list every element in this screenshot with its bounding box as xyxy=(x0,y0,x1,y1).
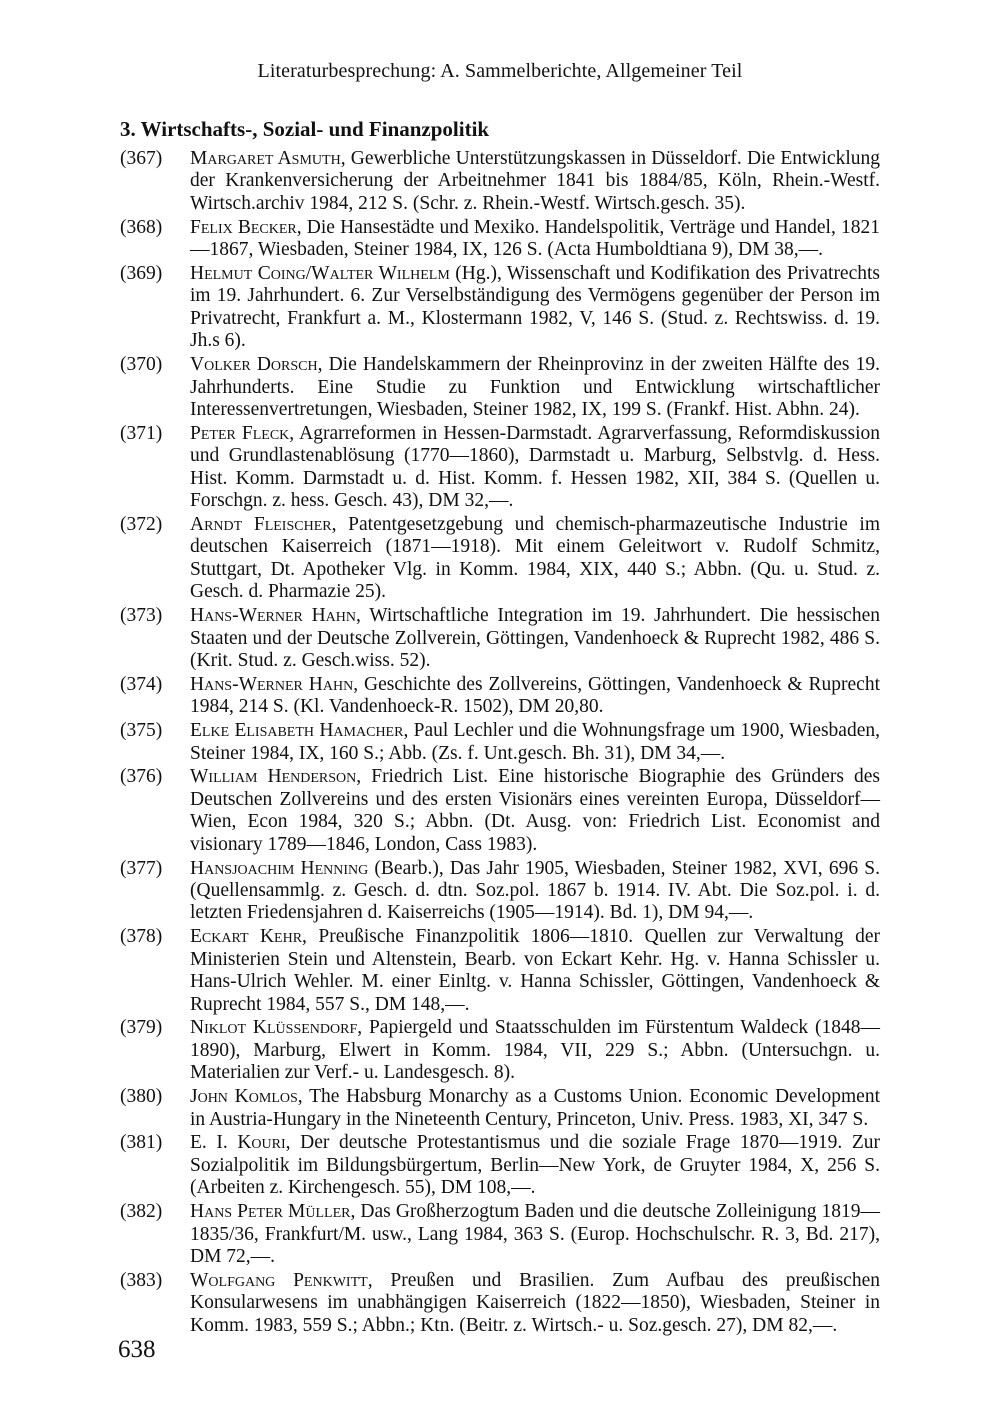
entry-author: Peter Fleck xyxy=(190,422,290,444)
entry-text: , Geschichte des Zollvereins, Göttingen, Vandenhoeck & Ruprecht 1984, 214 S. (Kl. Vandenhoeck-R. 1502), DM 20,80. xyxy=(190,673,880,718)
entry-number: (374) xyxy=(120,673,163,695)
page-number: 638 xyxy=(118,1336,156,1363)
entry-number: (371) xyxy=(120,422,163,444)
bibliography-entry xyxy=(120,1201,880,1268)
entry-author: Helmut Coing/Walter Wilhelm xyxy=(190,263,450,285)
bibliography-entry xyxy=(120,926,880,1016)
bibliography-entry xyxy=(120,674,880,719)
entry-text: , Paul Lechler und die Wohnungsfrage um 1900, Wiesbaden, Steiner 1984, IX, 160 S.; Abb. (Zs. f. Unt.gesch. Bh. 31), DM 34,—. xyxy=(190,720,880,764)
entry-text: , Gewerbliche Unterstützungskassen in Düsseldorf. Die Entwicklung der Krankenversicherung der Arbeitnehmer 1841 bis 1884/85, Köln, Rhein.-Westf. Wirtsch.archiv 1984, 212 S. (Schr. z. Rhein.-Westf. Wirtsch.gesch. 35). xyxy=(190,148,880,214)
entry-text: , Agrarreformen in Hessen-Darmstadt. Agrarverfassung, Reformdiskussion und Grundlastenablösung (1770—1860), Darmstadt u. Marburg, Selbstvlg. d. Hess. Hist. Komm. Darmstadt u. d. Hist. Komm. f. Hessen 1982, XII, 384 S. (Quellen u. Forschgn. z. hess. Gesch. 43), DM 32,—. xyxy=(190,422,880,512)
bibliography-entry xyxy=(120,605,880,672)
entry-number: (368) xyxy=(120,216,163,238)
bibliography-entry xyxy=(120,263,880,353)
entry-number: (377) xyxy=(120,857,163,879)
entry-author: Margaret Asmuth xyxy=(190,148,341,169)
entry-author: Hansjoachim Henning xyxy=(190,857,369,879)
entry-author: Wolfgang Penkwitt xyxy=(190,1269,368,1291)
bibliography-entry xyxy=(120,217,880,262)
bibliography-list xyxy=(120,148,880,1339)
bibliography-entry xyxy=(120,148,880,215)
section-heading: 3. Wirtschafts-, Sozial- und Finanzpolitik xyxy=(120,117,490,141)
bibliography-entry xyxy=(120,423,880,513)
entry-number: (369) xyxy=(120,263,163,285)
entry-text: (Bearb.), Das Jahr 1905, Wiesbaden, Steiner 1982, XVI, 696 S. (Quellensammlg. z. Gesch. d. dtn. Soz.pol. 1867 b. 1914. IV. Abt. Die Soz.pol. i. d. letzten Friedensjahren d. Kaiserreichs (1905—1914). Bd. 1), DM 94,—. xyxy=(190,857,880,924)
entry-number: (382) xyxy=(120,1201,163,1223)
bibliography-entry xyxy=(120,1270,880,1337)
entry-text: , Preußische Finanzpolitik 1806—1810. Quellen zur Verwaltung der Ministerien Stein und Altenstein, Bearb. von Eckart Kehr. Hg. v. Hanna Schissler u. Hans-Ulrich Wehler. M. einer Einltg. v. Hanna Schissler, Göttingen, Vandenhoeck & Ruprecht 1984, 557 S., DM 148,—. xyxy=(190,926,880,1015)
entry-text: , Das Großherzogtum Baden und die deutsche Zolleinigung 1819—1835/36, Frankfurt/M. usw., Lang 1984, 363 S. (Europ. Hochschulschr. R. 3, Bd. 217), DM 72,—. xyxy=(190,1201,881,1267)
bibliography-entry xyxy=(120,720,880,765)
entry-text: , Wirtschaftliche Integration im 19. Jahrhundert. Die hessischen Staaten und der Deutsche Zollverein, Göttingen, Vandenhoeck & Ruprecht 1982, 486 S. (Krit. Stud. z. Gesch.wiss. 52). xyxy=(190,605,880,671)
entry-author: Volker Dorsch xyxy=(190,354,318,376)
entry-author: Elke Elisabeth Hamacher xyxy=(190,720,404,742)
entry-number: (370) xyxy=(120,354,163,376)
entry-author: E. I. Kouri xyxy=(190,1132,286,1154)
entry-author: Hans-Werner Hahn xyxy=(190,605,357,627)
entry-number: (373) xyxy=(120,605,163,627)
bibliography-entry xyxy=(120,1086,880,1131)
entry-text: , Preußen und Brasilien. Zum Aufbau des preußischen Konsularwesens im unabhängigen Kaiserreich (1822—1850), Wiesbaden, Steiner in Komm. 1983, 559 S.; Abbn.; Ktn. (Beitr. z. Wirtsch.- u. Soz.gesch. 27), DM 82,—. xyxy=(190,1269,880,1336)
entry-author: Arndt Fleischer xyxy=(190,514,332,535)
entry-author: Hans Peter Müller xyxy=(190,1201,351,1223)
bibliography-entry xyxy=(120,514,880,604)
entry-text: , Die Handelskammern der Rheinprovinz in der zweiten Hälfte des 19. Jahrhunderts. Eine Studie zu Funktion und Entwicklung wirtschaftlicher Interessenvertretungen, Wiesbaden, Steiner 1982, IX, 199 S. (Frankf. Hist. Abhn. 24). xyxy=(190,354,880,420)
entry-text: , Die Hansestädte und Mexiko. Handelspolitik, Verträge und Handel, 1821—1867, Wiesbaden, Steiner 1984, IX, 126 S. (Acta Humboldtiana 9), DM 38,—. xyxy=(190,216,880,261)
entry-text: , Patentgesetzgebung und chemisch-pharmazeutische Industrie im deutschen Kaiserreich (1871—1918). Mit einem Geleitwort v. Rudolf Schmitz, Stuttgart, Dt. Apotheker Vlg. in Komm. 1984, XIX, 440 S.; Abbn. (Qu. u. Stud. z. Gesch. d. Pharmazie 25). xyxy=(190,514,880,603)
bibliography-entry xyxy=(120,858,880,925)
entry-author: William Henderson xyxy=(190,766,357,788)
running-header: Literaturbesprechung: A. Sammelberichte, Allgemeiner Teil xyxy=(257,60,743,82)
entry-author: Eckart Kehr xyxy=(190,926,303,948)
entry-number: (378) xyxy=(120,926,163,948)
entry-author: John Komlos xyxy=(190,1086,298,1108)
entry-author: Niklot Klüssendorf xyxy=(190,1017,358,1039)
entry-text: , Papiergeld und Staatsschulden im Fürstentum Waldeck (1848—1890), Marburg, Elwert in Komm. 1984, VII, 229 S.; Abbn. (Untersuchgn. u. Materialien zur Verf.- u. Landesgesch. 8). xyxy=(190,1017,880,1084)
entry-author: Hans-Werner Hahn xyxy=(190,673,354,695)
entry-number: (379) xyxy=(120,1017,163,1039)
entry-text: , The Habsburg Monarchy as a Customs Union. Economic Development in Austria-Hungary in the Nineteenth Century, Princeton, Univ. Press. 1983, XI, 347 S. xyxy=(190,1086,880,1130)
entry-number: (372) xyxy=(120,514,163,535)
entry-number: (380) xyxy=(120,1086,163,1108)
entry-number: (375) xyxy=(120,720,163,742)
entry-text: , Der deutsche Protestantismus und die soziale Frage 1870—1919. Zur Sozialpolitik im Bildungsbürgertum, Berlin—New York, de Gruyter 1984, X, 256 S. (Arbeiten z. Kirchengesch. 55), DM 108,—. xyxy=(190,1132,880,1199)
entry-author: Felix Becker xyxy=(190,216,297,238)
entry-number: (367) xyxy=(120,148,163,169)
entry-number: (383) xyxy=(120,1269,163,1291)
entry-text: (Hg.), Wissenschaft und Kodifikation des Privatrechts im 19. Jahrhundert. 6. Zur Verselbständigung des Vermögens gegenüber der Person im Privatrecht, Frankfurt a. M., Klostermann 1982, V, 146 S. (Stud. z. Rechtswiss. d. 19. Jh.s 6). xyxy=(190,263,880,352)
bibliography-entry xyxy=(120,766,880,856)
bibliography-entry xyxy=(120,354,880,421)
entry-number: (376) xyxy=(120,766,163,788)
entry-number: (381) xyxy=(120,1132,163,1154)
entry-text: , Friedrich List. Eine historische Biographie des Gründers des Deutschen Zollvereins und des ersten Visionärs eines vereinten Europa, Düsseldorf—Wien, Econ 1984, 320 S.; Abbn. (Dt. Ausg. von: Friedrich List. Economist and visionary 1789—1846, London, Cass 1983). xyxy=(190,766,880,855)
bibliography-entry xyxy=(120,1017,880,1084)
bibliography-entry xyxy=(120,1132,880,1199)
